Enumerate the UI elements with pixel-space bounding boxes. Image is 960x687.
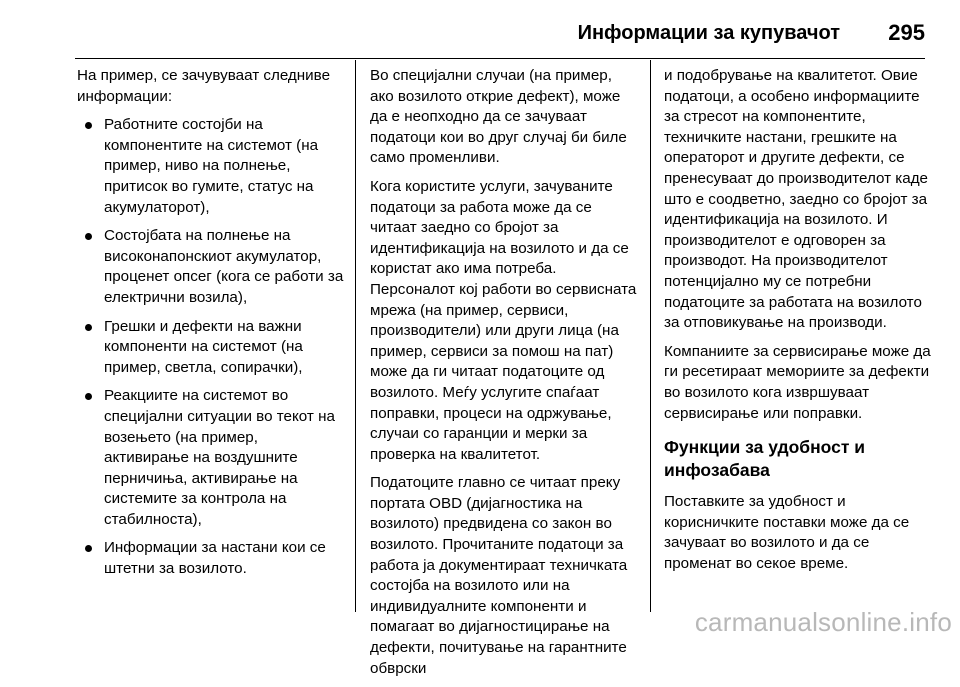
list-item: [77, 226, 345, 308]
paragraph: Поставките за удобност и корисничките поставки може да се зачуваат во возилото и да се променат во секое време.: [664, 493, 910, 572]
list-item: [77, 115, 345, 218]
bullet-dot-icon: [85, 545, 92, 552]
column-2: [370, 66, 638, 687]
list-item-text: Состојбата на полнење на високонапонскиот акумулатор, проценет опсег (кога се работи за електрични возила),: [104, 227, 344, 306]
paragraph: Податоците главно се читаат преку портата OBD (дијагностика на возилото) предвидена со закон во возилото. Прочитаните податоци за работа ја документираат техничката состојба на возилото или на индивидуалните компоненти и помагаат во дијагностицирање на дефекти, почитување на гарантните обврски: [370, 474, 628, 677]
paragraph: Компаниите за сервисирање може да ги ресетираат мемориите за дефекти во возилото кога извршуваат сервисирање или поправки.: [664, 342, 931, 422]
info-bullet-list: [77, 115, 345, 579]
column-1: [77, 66, 345, 588]
paragraph: Во специјални случаи (на пример, ако возилото открие дефект), може да е неопходно да се зачуваат податоци кои во друг случај би биле само променливи.: [370, 67, 627, 167]
page-header: [75, 14, 925, 59]
watermark-text: carmanualsonline.info: [694, 607, 952, 637]
column-divider-1: [355, 60, 356, 612]
list-item-text: Реакциите на системот во специјални ситуации во текот на возењето (на пример, активирање на воздушните перничиња, активирање на системите за контрола на стабилноста),: [104, 387, 335, 528]
paragraph: Кога користите услуги, зачуваните податоци за работа може да се читаат заедно со бројот за идентификација на возилото и да се користат ако има потреба. Персоналот кој работи во сервисната мрежа (на пример, сервиси, производители) или други лица (на пример, сервиси за помош на пат) може да ги читаат податоците од возилото. Меѓу услугите спаѓаат поправки, процеси на одржување, случаи со гаранции и мерки за проверка на квалитетот.: [370, 177, 637, 463]
page-number: 295: [888, 20, 925, 45]
list-item-text: Информации за настани кои се штетни за возилото.: [104, 539, 326, 578]
paragraph: и подобрување на квалитетот. Овие податоци, а особено информациите за стресот на компонентите, техничките настани, грешките на операторот и другите дефекти, се пренесуваат до производителот каде што е соодветно, заедно со бројот за идентификација на возилото. И производителот е одговорен за производот. На производителот потенцијално му се потребни податоците за работата на возилото за отповикување на производи.: [664, 67, 929, 332]
list-item-text: Грешки и дефекти на важни компоненти на системот (на пример, светла, сопирачки),: [104, 317, 303, 376]
bullet-dot-icon: [85, 393, 92, 400]
bullet-dot-icon: [85, 324, 92, 331]
list-item: [77, 538, 345, 579]
column-3: [664, 66, 932, 582]
list-item: [77, 317, 345, 379]
section-heading: Функции за удобност и инфозабава: [664, 437, 866, 481]
bullet-dot-icon: [85, 233, 92, 240]
intro-text: На пример, се зачувуваат следниве информации:: [77, 67, 331, 105]
list-item-text: Работните состојби на компонентите на системот (на пример, ниво на полнење, притисок во гумите, статус на акумулаторот),: [104, 116, 319, 216]
page-title: Информации за купувачот: [577, 22, 840, 44]
bullet-dot-icon: [85, 122, 92, 129]
column-divider-2: [650, 60, 651, 612]
list-item: [77, 386, 345, 530]
